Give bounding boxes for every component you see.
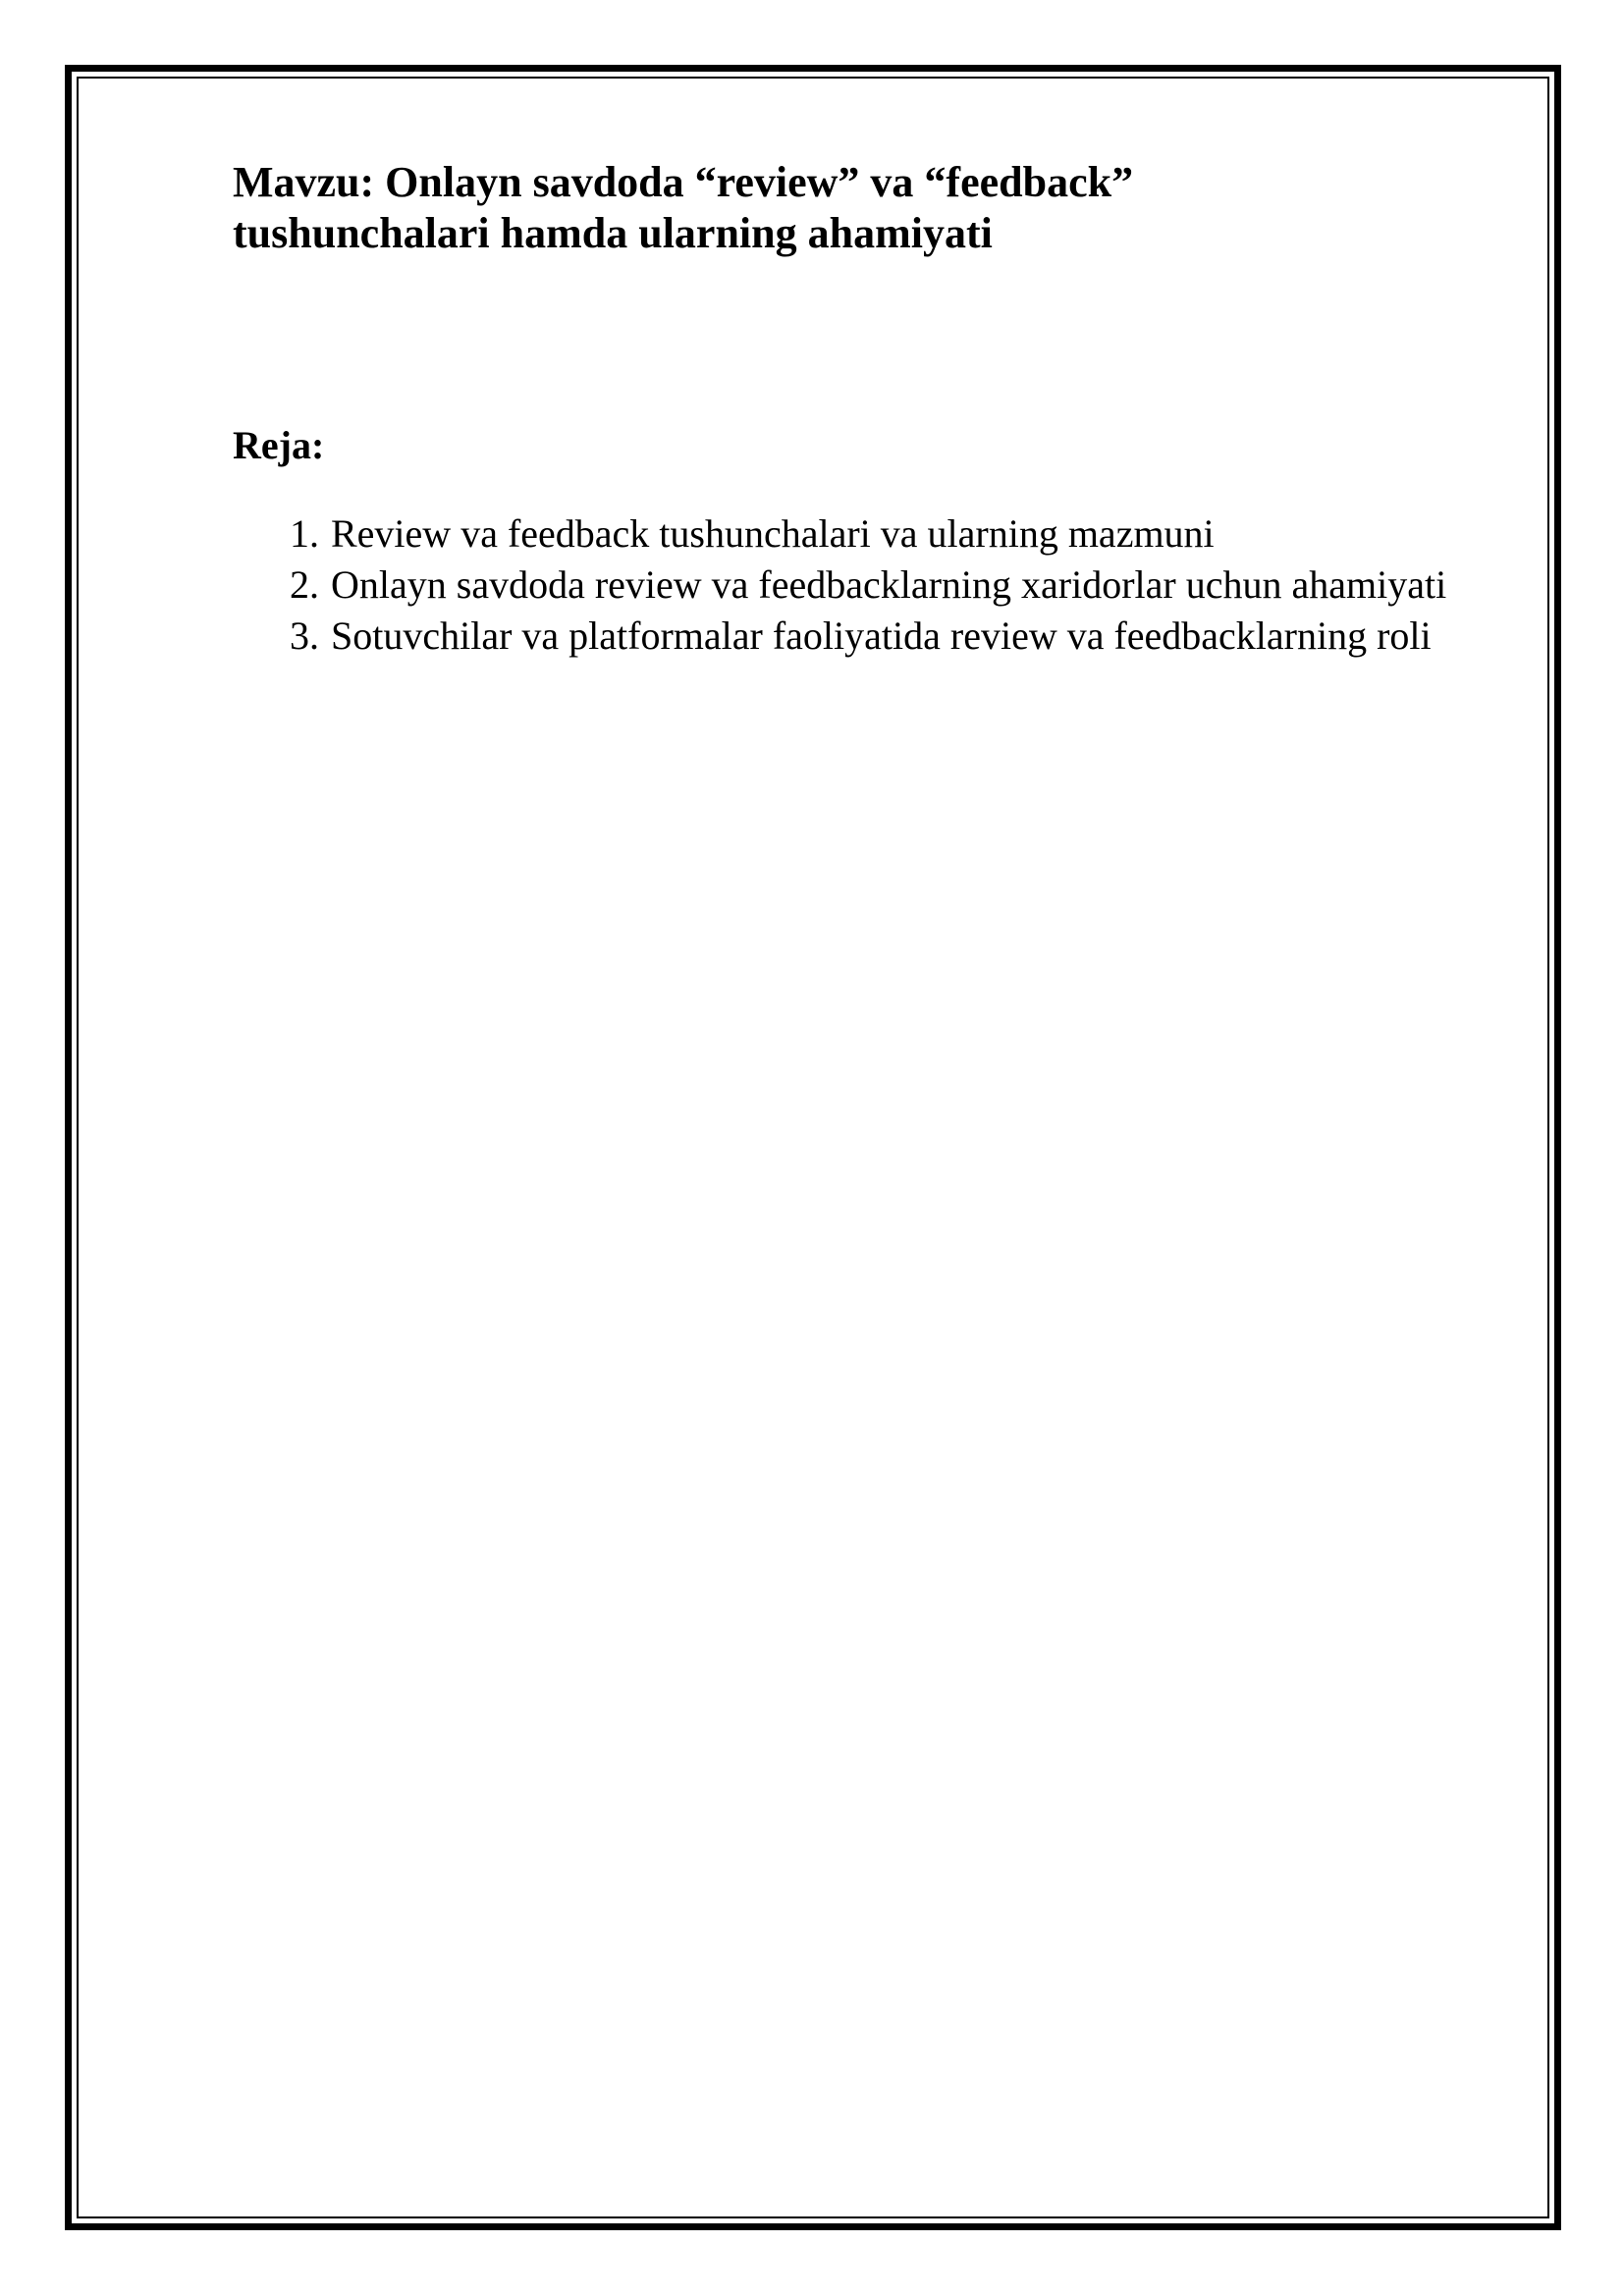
- page-content: [233, 157, 1509, 658]
- plan-item-2: [233, 560, 1509, 611]
- plan-item-text: Onlayn savdoda review va feedbacklarning xaridorlar uchun ahamiyati: [331, 562, 1447, 607]
- plan-item-text: Sotuvchilar va platformalar faoliyatida review va feedbacklarning roli: [331, 614, 1432, 658]
- plan-item-number: 1.: [290, 511, 319, 556]
- document-title: Mavzu: Onlayn savdoda “review” va “feedback” tushunchalari hamda ularning ahamiyati: [233, 158, 1134, 257]
- plan-item-number: 2.: [290, 562, 319, 607]
- plan-item-number: 3.: [290, 614, 319, 658]
- plan-item-1: [233, 508, 1509, 560]
- plan-heading: Reja:: [233, 423, 325, 467]
- page-border-inner: [77, 77, 1549, 2218]
- plan-item-text: Review va feedback tushunchalari va ularning mazmuni: [331, 511, 1215, 556]
- plan-list: [233, 508, 1509, 662]
- plan-item-3: [233, 611, 1509, 662]
